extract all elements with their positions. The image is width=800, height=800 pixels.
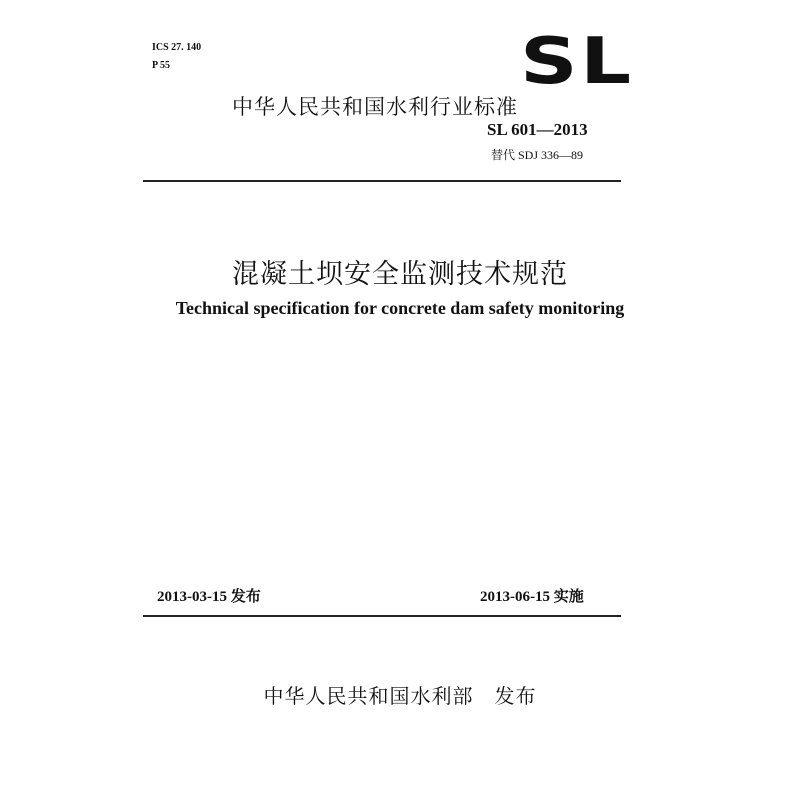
publisher: 中华人民共和国水利部 发布: [263, 684, 537, 708]
ics-code: ICS 27. 140: [152, 42, 202, 53]
bottom-divider: [143, 615, 621, 617]
title-english: Technical specification for concrete dam safety monitoring: [175, 298, 625, 318]
industry-standard-heading: 中华人民共和国水利行业标准: [232, 95, 518, 119]
replaces-note: 替代 SDJ 336—89: [491, 148, 584, 162]
issue-date: 2013-03-15 发布: [157, 589, 261, 605]
top-divider: [143, 180, 621, 182]
implementation-date: 2013-06-15 实施: [480, 589, 584, 605]
title-chinese: 混凝土坝安全监测技术规范: [232, 259, 568, 290]
sl-logo: SL: [520, 25, 634, 99]
standard-number: SL 601—2013: [487, 120, 588, 139]
classification-code: P 55: [152, 60, 171, 71]
